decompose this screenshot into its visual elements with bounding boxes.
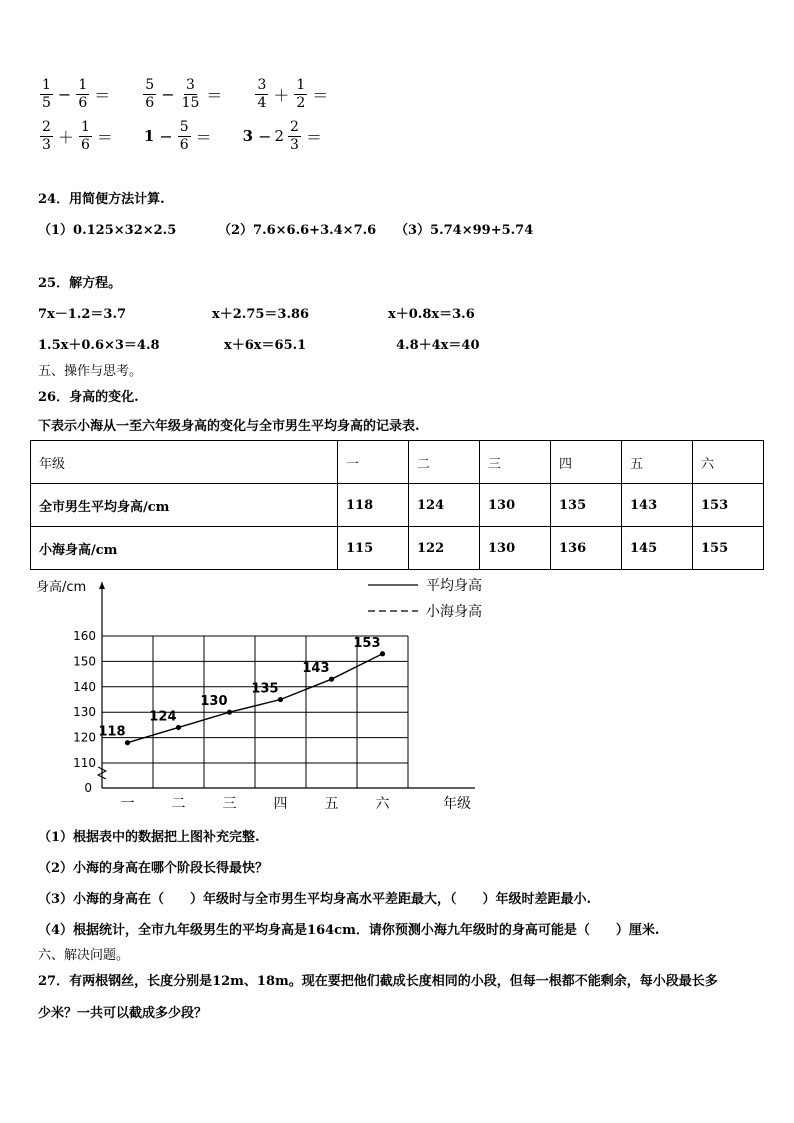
table-cell: 136 <box>551 527 622 570</box>
equation-2: x＋2.75＝3.86 <box>212 307 310 322</box>
data-label: 118 <box>98 724 126 740</box>
q26-question-1: （1）根据表中的数据把上图补充完整. <box>38 830 260 845</box>
y-tick-label: 160 <box>73 629 96 643</box>
fraction: $\frac{5}{6}$ <box>179 119 189 153</box>
y-axis-arrow-icon <box>99 582 105 589</box>
fraction-expr-2: $\frac{5}{6}$ − $\frac{3}{15}$ ＝ <box>145 77 223 111</box>
fraction-expr-4: $\frac{2}{3}$ ＋ $\frac{1}{6}$ ＝ <box>42 119 113 153</box>
table-cell: 118 <box>338 484 409 527</box>
table-header-row <box>31 441 764 484</box>
fraction: $\frac{1}{6}$ <box>78 77 88 111</box>
y-origin-label: 0 <box>84 781 92 795</box>
x-axis-label: 年级 <box>443 796 471 812</box>
equation-6: 4.8＋4x＝40 <box>396 338 480 353</box>
fraction-expr-6: 3 − 2 $\frac{2}{3}$ ＝ <box>242 119 322 153</box>
data-point <box>227 710 232 715</box>
fraction-row-2 <box>38 120 353 152</box>
equation-4: 1.5x＋0.6×3＝4.8 <box>38 338 160 353</box>
y-tick-label: 130 <box>73 705 96 720</box>
y-tick-label: 150 <box>73 654 96 669</box>
y-tick-label: 110 <box>73 756 96 770</box>
fraction: $\frac{1}{6}$ <box>80 119 90 153</box>
data-label: 153 <box>353 635 381 651</box>
y-axis-label: 身高/cm <box>36 580 87 595</box>
fraction: $\frac{2}{3}$ <box>42 119 51 153</box>
q26-question-2: （2）小海的身高在哪个阶段长得最快？ <box>38 861 269 876</box>
table-cell: 年级 <box>31 441 338 484</box>
q24-item-1: （1）0.125×32×2.5 <box>38 223 177 238</box>
q26-title: 26．身高的变化. <box>38 390 139 405</box>
x-tick-label: 二 <box>171 796 186 812</box>
table-cell: 三 <box>480 441 551 484</box>
q26-question-3: （3）小海的身高在（ ）年级时与全市男生平均身高水平差距最大，（ ）年级时差距最小. <box>38 892 592 907</box>
table-cell: 124 <box>409 484 480 527</box>
data-label: 143 <box>302 661 330 677</box>
fraction: $\frac{3}{4}$ <box>257 77 267 111</box>
x-tick-label: 三 <box>222 796 237 812</box>
x-tick-label: 一 <box>120 796 135 812</box>
q25-title: 25．解方程。 <box>38 276 122 291</box>
table-cell: 155 <box>693 527 764 570</box>
y-tick-label: 140 <box>73 679 96 694</box>
q27-line-1: 27．有两根钢丝，长度分别是12m、18m。现在要把他们截成长度相同的小段，但每一根都不能剩余，每小段最长多 <box>38 974 718 989</box>
fraction-expr-1: $\frac{1}{5}$ − $\frac{1}{6}$ ＝ <box>42 77 111 111</box>
fraction: $\frac{2}{3}$ <box>290 119 299 153</box>
table-cell: 二 <box>409 441 480 484</box>
table-cell: 130 <box>480 527 551 570</box>
fraction-expr-5: 1 − $\frac{5}{6}$ ＝ <box>143 119 212 153</box>
data-label: 124 <box>149 709 177 725</box>
section-6-heading: 六、解决问题。 <box>38 948 130 963</box>
table-cell: 135 <box>551 484 622 527</box>
table-row <box>31 484 764 527</box>
fraction-row-1 <box>38 78 359 110</box>
y-tick-label: 120 <box>73 730 96 745</box>
fraction: $\frac{1}{5}$ <box>42 77 51 111</box>
section-5-heading: 五、操作与思考。 <box>38 364 143 379</box>
equation-1: 7x－1.2＝3.7 <box>38 307 127 322</box>
table-cell: 153 <box>693 484 764 527</box>
data-point <box>329 677 334 682</box>
data-point <box>380 651 385 656</box>
fraction-expr-3: $\frac{3}{4}$ ＋ $\frac{1}{2}$ ＝ <box>257 77 329 111</box>
table-cell: 全市男生平均身高/cm <box>31 484 338 527</box>
fraction: $\frac{5}{6}$ <box>145 77 155 111</box>
table-cell: 六 <box>693 441 764 484</box>
table-cell: 小海身高/cm <box>31 527 338 570</box>
fraction: $\frac{3}{15}$ <box>181 77 200 111</box>
table-cell: 122 <box>409 527 480 570</box>
data-label: 130 <box>200 694 228 710</box>
legend-label-average: 平均身高 <box>426 578 482 594</box>
x-tick-label: 五 <box>324 796 339 812</box>
equation-3: x＋0.8x＝3.6 <box>388 307 475 322</box>
data-point <box>278 697 283 702</box>
x-tick-label: 四 <box>273 796 288 812</box>
data-point <box>176 725 181 730</box>
fraction: $\frac{1}{2}$ <box>296 77 306 111</box>
equation-5: x＋6x＝65.1 <box>224 338 307 353</box>
data-point <box>125 740 130 745</box>
height-table <box>30 440 764 570</box>
data-label: 135 <box>251 681 279 697</box>
table-cell: 143 <box>622 484 693 527</box>
table-cell: 115 <box>338 527 409 570</box>
height-line-chart <box>30 570 510 818</box>
table-row <box>31 527 764 570</box>
table-cell: 130 <box>480 484 551 527</box>
q26-question-4: （4）根据统计，全市九年级男生的平均身高是164cm．请你预测小海九年级时的身高可能是（ ）厘米. <box>38 923 660 938</box>
q24-item-3: （3）5.74×99+5.74 <box>395 223 534 238</box>
q24-title: 24．用简便方法计算. <box>38 192 165 207</box>
x-tick-label: 六 <box>375 796 390 812</box>
q26-intro: 下表示小海从一至六年级身高的变化与全市男生平均身高的记录表. <box>38 419 420 434</box>
axis-break-icon <box>98 767 106 779</box>
table-cell: 一 <box>338 441 409 484</box>
table-cell: 145 <box>622 527 693 570</box>
q27-line-2: 少米？一共可以截成多少段？ <box>38 1006 208 1021</box>
legend-label-xiaohai: 小海身高 <box>426 604 482 620</box>
q24-item-2: （2）7.6×6.6+3.4×7.6 <box>218 223 377 238</box>
table-cell: 四 <box>551 441 622 484</box>
table-cell: 五 <box>622 441 693 484</box>
